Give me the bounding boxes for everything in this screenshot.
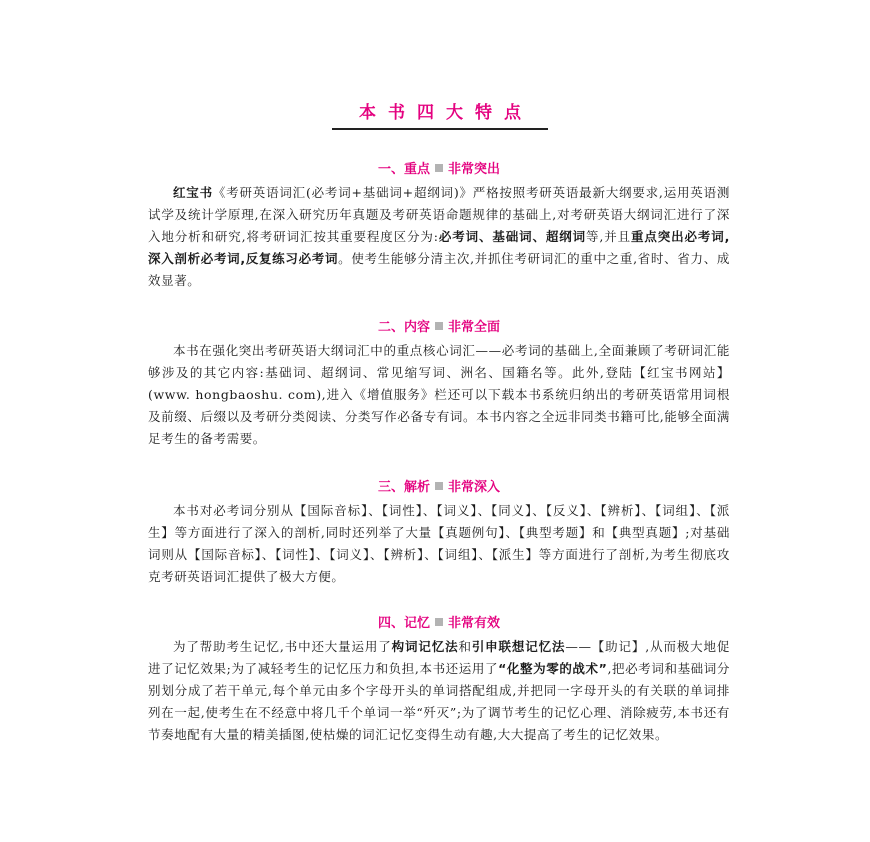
square-bullet-icon: [435, 618, 443, 626]
body-text: 和: [458, 639, 472, 654]
section-number: 三、解析: [377, 480, 430, 495]
emphasis-text: 引申联想记忆法: [471, 639, 566, 654]
body-text: 等,并且: [586, 229, 631, 244]
section-4: [148, 614, 730, 746]
section-label: 非常有效: [448, 616, 501, 631]
section-heading: [148, 614, 730, 634]
page-title: 本书四大特点: [359, 103, 533, 123]
section-paragraph: [148, 182, 730, 292]
body-text: 本书在强化突出考研英语大纲词汇中的重点核心词汇——必考词的基础上,全面兼顾了考研词汇能够涉及的其它内容:基础词、超纲词、常见缩写词、洲名、国籍名等。此外,登陆【红宝书网站】(www. hongbaoshu. com),进入《增值服务》栏还可以下载本书系统归纳出的考研英语常用词根及前缀、后缀以及考研分类阅读、分类写作必备专有词。本书内容之全远非同类书籍可比,能够全面满足考生的备考需要。: [148, 343, 730, 446]
section-paragraph: [148, 500, 730, 588]
section-2: [148, 318, 730, 450]
emphasis-text: 重点突出必考词,深入剖析必考词,反复练习必考词: [148, 229, 730, 266]
body-text: ——【助记】,从而极大地促进了记忆效果;为了减轻考生的记忆压力和负担,本书还运用了: [148, 639, 730, 676]
section-3: [148, 478, 730, 588]
square-bullet-icon: [435, 322, 443, 330]
emphasis-text: 构词记忆法: [391, 639, 459, 654]
section-label: 非常突出: [448, 162, 501, 177]
body-text: ,把必考词和基础词分别划分成了若干单元,每个单元由多个字母开头的单词搭配组成,并把同一字母开头的有关联的单词排列在一起,使考生在不经意中将几千个单词一举“歼灭”;为了调节考生的记忆心理、消除疲劳,本书还有节奏地配有大量的精美插图,使枯燥的词汇记忆变得生动有趣,大大提高了考生的记忆效果。: [148, 661, 730, 742]
section-paragraph: [148, 636, 730, 746]
body-text: 本书对必考词分别从【国际音标】、【词性】、【词义】、【同义】、【反义】、【辨析】、【词组】、【派生】等方面进行了深入的剖析,同时还列举了大量【真题例句】、【典型考题】和【典型真题】;对基础词则从【国际音标】、【词性】、【词义】、【辨析】、【词组】、【派生】等方面进行了剖析,为考生彻底攻克考研英语词汇提供了极大方便。: [148, 503, 730, 584]
emphasis-text: “化整为零的战术”: [498, 661, 608, 676]
section-heading: [148, 478, 730, 498]
body-text: 。使考生能够分清主次,并抓住考研词汇的重中之重,省时、省力、成效显著。: [148, 251, 730, 288]
title-underline: [332, 98, 548, 130]
section-label: 非常全面: [448, 320, 501, 335]
body-text: 为了帮助考生记忆,书中还大量运用了: [173, 639, 392, 654]
emphasis-text: 必考词、基础词、超纲词: [438, 229, 586, 244]
square-bullet-icon: [435, 164, 443, 172]
body-text: 《考研英语词汇(必考词+基础词+超纲词)》严格按照考研英语最新大纲要求,运用英语测试学及统计学原理,在深入研究历年真题及考研英语命题规律的基础上,对考研英语大纲词汇进行了深入地分析和研究,将考研词汇按其重要程度区分为:: [148, 185, 730, 244]
section-number: 二、内容: [377, 320, 430, 335]
section-heading: [148, 160, 730, 180]
section-label: 非常深入: [448, 480, 501, 495]
section-number: 四、记忆: [377, 616, 430, 631]
section-number: 一、重点: [377, 162, 430, 177]
section-heading: [148, 318, 730, 338]
square-bullet-icon: [435, 482, 443, 490]
section-paragraph: [148, 340, 730, 450]
emphasis-text: 红宝书: [173, 185, 213, 200]
section-1: [148, 160, 730, 292]
